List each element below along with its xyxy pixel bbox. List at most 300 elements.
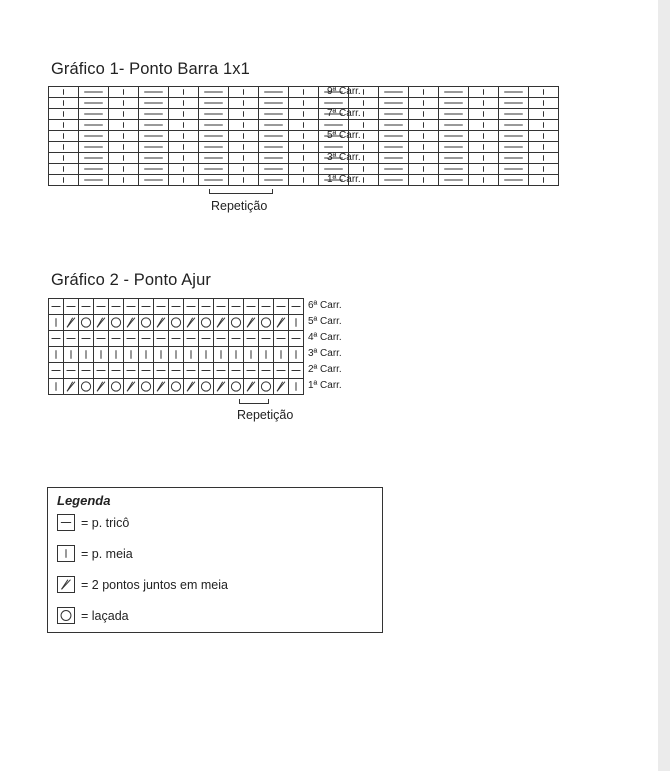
chart1-cell bbox=[199, 131, 229, 142]
knit-symbol bbox=[49, 164, 78, 174]
chart1-cell bbox=[79, 98, 109, 109]
chart1-cell bbox=[139, 142, 169, 153]
chart2-cell bbox=[259, 331, 274, 347]
chart2-cell bbox=[49, 347, 64, 363]
purl-symbol bbox=[499, 175, 528, 185]
chart2-cell bbox=[94, 347, 109, 363]
chart1-cell bbox=[379, 164, 409, 175]
k2tog-symbol bbox=[274, 315, 288, 330]
yarn-over-symbol bbox=[199, 379, 213, 394]
k2tog-symbol bbox=[274, 379, 288, 394]
knit-symbol bbox=[409, 109, 438, 119]
knit-symbol bbox=[49, 175, 78, 185]
chart1-cell bbox=[259, 131, 289, 142]
chart2-cell bbox=[169, 331, 184, 347]
knit-symbol bbox=[229, 98, 258, 108]
purl-symbol bbox=[214, 331, 228, 346]
chart1-cell bbox=[109, 153, 139, 164]
chart1-cell bbox=[49, 142, 79, 153]
chart1-cell bbox=[49, 131, 79, 142]
chart2-cell bbox=[199, 347, 214, 363]
yarn-over-symbol bbox=[229, 315, 243, 330]
chart1-repeat-bracket bbox=[209, 189, 273, 194]
legend-item-label: = p. tricô bbox=[81, 515, 130, 530]
chart1-cell bbox=[499, 87, 529, 98]
chart2-row-label: 6ª Carr. bbox=[308, 300, 342, 311]
yarn-over-symbol bbox=[259, 315, 273, 330]
chart2-cell bbox=[184, 379, 199, 395]
chart1-cell bbox=[529, 109, 559, 120]
knit-symbol bbox=[229, 347, 243, 362]
chart2-cell bbox=[79, 299, 94, 315]
purl-symbol bbox=[109, 363, 123, 378]
knit-symbol bbox=[229, 109, 258, 119]
chart2-cell bbox=[289, 379, 304, 395]
chart1-cell bbox=[469, 131, 499, 142]
chart1-cell bbox=[229, 131, 259, 142]
legend-item bbox=[57, 514, 129, 531]
chart1-cell bbox=[379, 120, 409, 131]
purl-symbol bbox=[499, 98, 528, 108]
chart2-cell bbox=[139, 363, 154, 379]
purl-symbol bbox=[379, 153, 408, 163]
chart1-grid bbox=[48, 86, 559, 186]
purl-symbol bbox=[139, 98, 168, 108]
k2tog-icon bbox=[57, 576, 75, 593]
knit-symbol bbox=[49, 98, 78, 108]
purl-symbol bbox=[64, 331, 78, 346]
chart2-cell bbox=[109, 299, 124, 315]
k2tog-symbol bbox=[214, 379, 228, 394]
chart1-cell bbox=[79, 120, 109, 131]
chart2-cell bbox=[139, 347, 154, 363]
chart2-cell bbox=[79, 315, 94, 331]
yarn-over-symbol bbox=[109, 315, 123, 330]
knit-symbol bbox=[469, 131, 498, 141]
knit-symbol bbox=[289, 109, 318, 119]
chart1-title: Gráfico 1- Ponto Barra 1x1 bbox=[51, 60, 250, 78]
chart1-cell bbox=[439, 131, 469, 142]
yarn-over-symbol bbox=[169, 315, 183, 330]
chart1-cell bbox=[79, 131, 109, 142]
chart1-cell bbox=[79, 109, 109, 120]
purl-symbol bbox=[79, 131, 108, 141]
knit-symbol bbox=[184, 347, 198, 362]
chart2-cell bbox=[154, 315, 169, 331]
purl-symbol bbox=[259, 153, 288, 163]
knit-symbol bbox=[109, 347, 123, 362]
purl-symbol bbox=[379, 142, 408, 152]
purl-symbol bbox=[244, 363, 258, 378]
chart1-cell bbox=[169, 131, 199, 142]
chart2-cell bbox=[259, 315, 274, 331]
purl-symbol bbox=[139, 175, 168, 185]
knit-symbol bbox=[169, 98, 198, 108]
knit-symbol bbox=[289, 153, 318, 163]
chart2-cell bbox=[124, 331, 139, 347]
chart1-cell bbox=[289, 109, 319, 120]
purl-symbol bbox=[214, 299, 228, 314]
chart2-cell bbox=[274, 315, 289, 331]
knit-symbol bbox=[109, 131, 138, 141]
chart2-cell bbox=[64, 363, 79, 379]
knit-symbol bbox=[169, 175, 198, 185]
chart1-cell bbox=[289, 142, 319, 153]
knit-symbol bbox=[109, 109, 138, 119]
knit-symbol bbox=[469, 120, 498, 130]
chart2-cell bbox=[214, 315, 229, 331]
knit-symbol bbox=[169, 109, 198, 119]
knit-symbol bbox=[259, 347, 273, 362]
chart1-cell bbox=[379, 131, 409, 142]
chart1-cell bbox=[229, 153, 259, 164]
purl-symbol bbox=[439, 109, 468, 119]
purl-symbol bbox=[49, 299, 63, 314]
knit-symbol bbox=[94, 347, 108, 362]
knit-symbol bbox=[469, 87, 498, 97]
knit-symbol bbox=[289, 379, 303, 394]
purl-symbol bbox=[64, 363, 78, 378]
purl-symbol bbox=[259, 142, 288, 152]
chart1-cell bbox=[139, 109, 169, 120]
chart1-cell bbox=[259, 153, 289, 164]
knit-symbol bbox=[529, 175, 558, 185]
chart1-cell bbox=[529, 131, 559, 142]
purl-symbol bbox=[499, 164, 528, 174]
purl-symbol bbox=[139, 164, 168, 174]
chart1-repeat-label: Repetição bbox=[211, 199, 268, 213]
chart1-cell bbox=[499, 153, 529, 164]
chart1-cell bbox=[379, 153, 409, 164]
knit-symbol bbox=[169, 347, 183, 362]
chart2-cell bbox=[244, 363, 259, 379]
knit-symbol bbox=[109, 87, 138, 97]
purl-symbol bbox=[79, 299, 93, 314]
knit-symbol bbox=[289, 131, 318, 141]
knit-symbol bbox=[49, 379, 63, 394]
purl-symbol bbox=[439, 131, 468, 141]
chart2-cell bbox=[139, 331, 154, 347]
purl-symbol bbox=[379, 87, 408, 97]
purl-symbol bbox=[184, 331, 198, 346]
chart2-cell bbox=[274, 299, 289, 315]
chart2-cell bbox=[274, 363, 289, 379]
chart1-cell bbox=[529, 87, 559, 98]
k2tog-symbol bbox=[64, 379, 78, 394]
purl-symbol bbox=[439, 175, 468, 185]
chart1-cell bbox=[439, 109, 469, 120]
chart2-cell bbox=[64, 379, 79, 395]
chart1-cell bbox=[499, 120, 529, 131]
purl-symbol bbox=[259, 109, 288, 119]
chart1-cell bbox=[169, 142, 199, 153]
chart1-cell bbox=[499, 98, 529, 109]
chart1-cell bbox=[169, 175, 199, 186]
yarn-over-symbol bbox=[169, 379, 183, 394]
chart1-cell bbox=[139, 164, 169, 175]
chart2-row-label: 4ª Carr. bbox=[308, 332, 342, 343]
knit-symbol bbox=[469, 153, 498, 163]
knit-symbol bbox=[79, 347, 93, 362]
knit-symbol bbox=[529, 98, 558, 108]
chart1-cell bbox=[439, 153, 469, 164]
purl-symbol bbox=[199, 131, 228, 141]
chart2-cell bbox=[124, 363, 139, 379]
knit-symbol bbox=[109, 175, 138, 185]
knit-symbol bbox=[469, 175, 498, 185]
chart1-cell bbox=[259, 120, 289, 131]
knit-symbol bbox=[469, 142, 498, 152]
chart2-cell bbox=[124, 315, 139, 331]
knit-symbol bbox=[229, 120, 258, 130]
chart2-cell bbox=[259, 363, 274, 379]
chart1-cell bbox=[259, 98, 289, 109]
purl-symbol bbox=[79, 109, 108, 119]
purl-symbol bbox=[274, 363, 288, 378]
purl-symbol bbox=[139, 153, 168, 163]
chart1-cell bbox=[199, 164, 229, 175]
chart1-cell bbox=[49, 98, 79, 109]
chart2-cell bbox=[154, 379, 169, 395]
legend-item bbox=[57, 576, 228, 593]
chart1-cell bbox=[139, 131, 169, 142]
purl-symbol bbox=[499, 131, 528, 141]
purl-symbol bbox=[499, 120, 528, 130]
knit-symbol bbox=[169, 87, 198, 97]
k2tog-symbol bbox=[184, 379, 198, 394]
chart1-cell bbox=[229, 164, 259, 175]
purl-symbol bbox=[169, 331, 183, 346]
knit-symbol bbox=[289, 347, 303, 362]
chart2-cell bbox=[289, 347, 304, 363]
knit-symbol bbox=[529, 142, 558, 152]
chart2-cell bbox=[94, 315, 109, 331]
k2tog-symbol bbox=[124, 379, 138, 394]
knit-symbol bbox=[529, 164, 558, 174]
knit-symbol bbox=[199, 347, 213, 362]
knit-symbol bbox=[289, 98, 318, 108]
knit-symbol bbox=[529, 109, 558, 119]
purl-symbol bbox=[439, 87, 468, 97]
chart1-cell bbox=[199, 142, 229, 153]
purl-symbol bbox=[154, 363, 168, 378]
knit-symbol bbox=[529, 87, 558, 97]
chart2-cell bbox=[109, 315, 124, 331]
chart1-cell bbox=[109, 175, 139, 186]
purl-symbol bbox=[124, 331, 138, 346]
purl-symbol bbox=[199, 164, 228, 174]
purl-symbol bbox=[499, 109, 528, 119]
chart1-cell bbox=[439, 120, 469, 131]
knit-symbol bbox=[229, 131, 258, 141]
purl-symbol bbox=[139, 331, 153, 346]
purl-symbol bbox=[169, 363, 183, 378]
chart1-cell bbox=[499, 109, 529, 120]
chart2-cell bbox=[169, 299, 184, 315]
knit-symbol bbox=[109, 142, 138, 152]
chart2-row-label: 2ª Carr. bbox=[308, 364, 342, 375]
knit-symbol bbox=[109, 153, 138, 163]
purl-symbol bbox=[259, 175, 288, 185]
purl-symbol bbox=[139, 142, 168, 152]
chart2-cell bbox=[169, 363, 184, 379]
knit-symbol bbox=[169, 131, 198, 141]
knit-symbol bbox=[529, 153, 558, 163]
chart1-cell bbox=[229, 175, 259, 186]
chart2-cell bbox=[259, 347, 274, 363]
chart1-cell bbox=[169, 98, 199, 109]
chart2-row-label: 1ª Carr. bbox=[308, 380, 342, 391]
chart1-cell bbox=[229, 87, 259, 98]
purl-symbol bbox=[259, 299, 273, 314]
chart2-title: Gráfico 2 - Ponto Ajur bbox=[51, 271, 211, 289]
purl-symbol bbox=[94, 363, 108, 378]
yarn-over-icon bbox=[57, 607, 75, 624]
chart1-cell bbox=[259, 175, 289, 186]
purl-symbol bbox=[229, 299, 243, 314]
chart1-cell bbox=[439, 142, 469, 153]
chart1-cell bbox=[469, 109, 499, 120]
knit-symbol bbox=[169, 142, 198, 152]
chart1-cell bbox=[139, 87, 169, 98]
chart2-cell bbox=[274, 331, 289, 347]
knit-symbol bbox=[229, 142, 258, 152]
chart2-cell bbox=[169, 379, 184, 395]
chart1-row-label: 7ª Carr. bbox=[327, 107, 361, 119]
chart2-cell bbox=[49, 379, 64, 395]
chart1-cell bbox=[499, 131, 529, 142]
purl-symbol bbox=[199, 120, 228, 130]
purl-symbol bbox=[274, 331, 288, 346]
purl-symbol bbox=[199, 299, 213, 314]
purl-symbol bbox=[379, 131, 408, 141]
k2tog-symbol bbox=[184, 315, 198, 330]
knit-symbol bbox=[289, 164, 318, 174]
chart1-cell bbox=[409, 164, 439, 175]
yarn-over-symbol bbox=[109, 379, 123, 394]
purl-symbol bbox=[214, 363, 228, 378]
chart1-cell bbox=[529, 164, 559, 175]
chart1-cell bbox=[289, 153, 319, 164]
purl-symbol bbox=[379, 98, 408, 108]
knit-symbol bbox=[139, 347, 153, 362]
chart1-cell bbox=[199, 120, 229, 131]
chart2-cell bbox=[154, 299, 169, 315]
chart2-cell bbox=[139, 379, 154, 395]
chart1-cell bbox=[229, 98, 259, 109]
chart1-cell bbox=[49, 109, 79, 120]
chart2-cell bbox=[244, 299, 259, 315]
chart2-cell bbox=[109, 363, 124, 379]
chart1-cell bbox=[379, 142, 409, 153]
knit-symbol bbox=[109, 120, 138, 130]
chart1-cell bbox=[139, 98, 169, 109]
chart2-cell bbox=[289, 315, 304, 331]
chart2-cell bbox=[124, 347, 139, 363]
knit-symbol bbox=[349, 98, 378, 108]
chart2-cell bbox=[49, 315, 64, 331]
chart2-cell bbox=[199, 299, 214, 315]
knit-symbol bbox=[214, 347, 228, 362]
purl-symbol bbox=[199, 142, 228, 152]
knit-symbol bbox=[409, 120, 438, 130]
purl-symbol bbox=[94, 331, 108, 346]
chart2-repeat-label: Repetição bbox=[237, 408, 294, 422]
knit-symbol bbox=[349, 120, 378, 130]
purl-symbol bbox=[319, 164, 348, 174]
chart2-cell bbox=[244, 379, 259, 395]
purl-symbol bbox=[199, 98, 228, 108]
knit-symbol bbox=[409, 87, 438, 97]
chart2-cell bbox=[289, 331, 304, 347]
chart1-cell bbox=[259, 164, 289, 175]
chart2-cell bbox=[229, 299, 244, 315]
chart2-cell bbox=[244, 347, 259, 363]
yarn-over-symbol bbox=[139, 315, 153, 330]
chart1-cell bbox=[499, 164, 529, 175]
purl-symbol bbox=[94, 299, 108, 314]
chart1-cell bbox=[409, 175, 439, 186]
chart1-cell bbox=[469, 98, 499, 109]
chart2-cell bbox=[109, 347, 124, 363]
chart1-cell bbox=[409, 109, 439, 120]
knit-symbol bbox=[409, 131, 438, 141]
chart1-cell bbox=[49, 87, 79, 98]
purl-symbol bbox=[439, 98, 468, 108]
chart2-cell bbox=[49, 331, 64, 347]
purl-symbol bbox=[79, 175, 108, 185]
chart1-cell bbox=[229, 109, 259, 120]
purl-symbol bbox=[289, 363, 303, 378]
knit-symbol bbox=[274, 347, 288, 362]
chart2-repeat-bracket bbox=[239, 399, 269, 404]
chart1-cell bbox=[79, 142, 109, 153]
chart2-cell bbox=[79, 331, 94, 347]
purl-symbol bbox=[259, 120, 288, 130]
chart1-cell bbox=[379, 175, 409, 186]
purl-symbol bbox=[199, 331, 213, 346]
chart2-cell bbox=[154, 363, 169, 379]
knit-symbol bbox=[469, 98, 498, 108]
chart1-cell bbox=[169, 120, 199, 131]
purl-symbol bbox=[169, 299, 183, 314]
chart2-cell bbox=[274, 347, 289, 363]
chart1-cell bbox=[109, 164, 139, 175]
chart2-cell bbox=[214, 379, 229, 395]
chart2-cell bbox=[199, 315, 214, 331]
k2tog-symbol bbox=[244, 315, 258, 330]
chart2-cell bbox=[184, 363, 199, 379]
chart2-cell bbox=[94, 299, 109, 315]
purl-symbol bbox=[79, 331, 93, 346]
purl-symbol bbox=[124, 363, 138, 378]
purl-symbol bbox=[439, 120, 468, 130]
chart2-cell bbox=[244, 331, 259, 347]
chart2-cell bbox=[184, 299, 199, 315]
chart1-cell bbox=[259, 87, 289, 98]
chart1-cell bbox=[529, 175, 559, 186]
k2tog-symbol bbox=[214, 315, 228, 330]
chart1-cell bbox=[139, 175, 169, 186]
legend-title: Legenda bbox=[57, 493, 111, 508]
chart1-cell bbox=[109, 120, 139, 131]
chart1-row-label: 3ª Carr. bbox=[327, 151, 361, 163]
legend-item-label: = p. meia bbox=[81, 546, 133, 561]
k2tog-symbol bbox=[124, 315, 138, 330]
chart2-cell bbox=[64, 347, 79, 363]
chart2-cell bbox=[94, 331, 109, 347]
chart2-cell bbox=[229, 315, 244, 331]
